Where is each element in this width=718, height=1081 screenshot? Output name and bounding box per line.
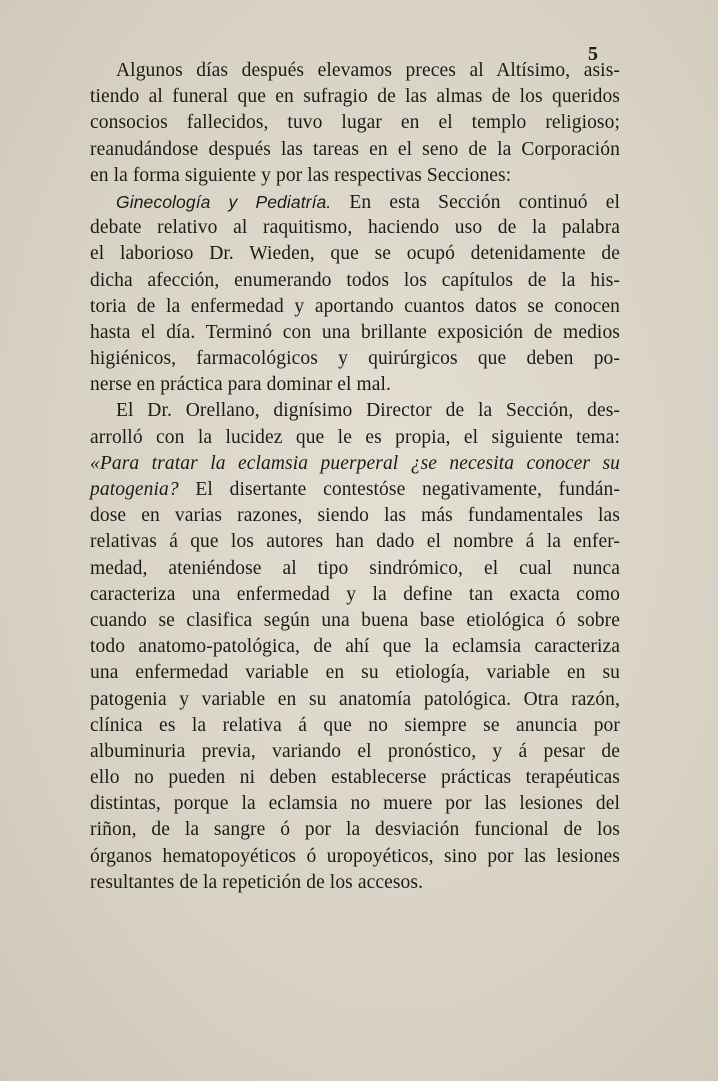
text-line: consocios fallecidos, tuvo lugar en el templo religioso; [90,112,620,134]
text-line: nerse en práctica para dominar el mal. [90,374,392,396]
text-line: toria de la enfermedad y aportando cuantos datos se conocen [90,295,620,317]
text-line: el laborioso Dr. Wieden, que se ocupó detenidamente de [90,243,620,265]
text-segment: En esta Sección continuó el [331,191,620,213]
text-line: relativas á que los autores han dado el nombre á la enfer- [90,531,620,553]
text-line: El Dr. Orellano, dignísimo Director de la Sección, des- [116,400,620,422]
text-line: riñon, de la sangre ó por la desviación funcional de los [90,819,620,841]
text-line: todo anatomo-patológica, de ahí que la eclamsia caracteriza [90,636,620,658]
text-line: ello no pueden ni deben establecerse prácticas terapéuticas [90,767,620,789]
text-line: órganos hematopoyéticos ó uropoyéticos, sino por las lesiones [90,845,620,867]
text-line: Algunos días después elevamos preces al Altísimo, asis- [116,60,620,81]
text-segment: El disertante contestóse negativamente, fundán- [178,479,620,500]
text-line [90,189,620,215]
text-line: una enfermedad variable en su etiología, variable en su [90,662,620,684]
text-line: debate relativo al raquitismo, haciendo uso de la palabra [90,217,620,239]
body-text [90,58,620,896]
text-line: en la forma siguiente y por las respectivas Secciones: [90,164,512,186]
theme-title-line: «Para tratar la eclamsia puerperal ¿se necesita conocer su [90,452,620,474]
page-number: 5 [588,43,598,65]
text-line: tiendo al funeral que en sufragio de las almas de los queridos [90,86,620,108]
theme-title-end: patogenia? [90,479,179,500]
text-line: distintas, porque la eclamsia no muere por las lesiones del [90,793,620,815]
text-line: hasta el día. Terminó con una brillante exposición de medios [90,321,620,343]
section-heading: Ginecología y Pediatría. [116,191,332,212]
text-line: clínica es la relativa á que no siempre se anuncia por [90,714,620,736]
text-line: reanudándose después las tareas en el seno de la Corporación [90,138,620,160]
text-line: caracteriza una enfermedad y la define tan exacta como [90,583,620,605]
text-line: medad, ateniéndose al tipo sindrómico, el cual nunca [90,557,620,579]
text-line: resultantes de la repetición de los accesos. [90,871,424,893]
text-line: arrolló con la lucidez que le es propia, el siguiente tema: [90,426,620,448]
text-line: dicha afección, enumerando todos los capítulos de la his- [90,269,620,291]
text-line: dose en varias razones, siendo las más fundamentales las [90,505,620,527]
text-line: patogenia y variable en su anatomía patológica. Otra razón, [90,688,620,710]
text-line: cuando se clasifica según una buena base etiológica ó sobre [90,609,620,631]
text-line: albuminuria previa, variando el pronóstico, y á pesar de [90,740,620,762]
text-line: higiénicos, farmacológicos y quirúrgicos que deben po- [90,348,620,370]
text-line [90,477,620,503]
